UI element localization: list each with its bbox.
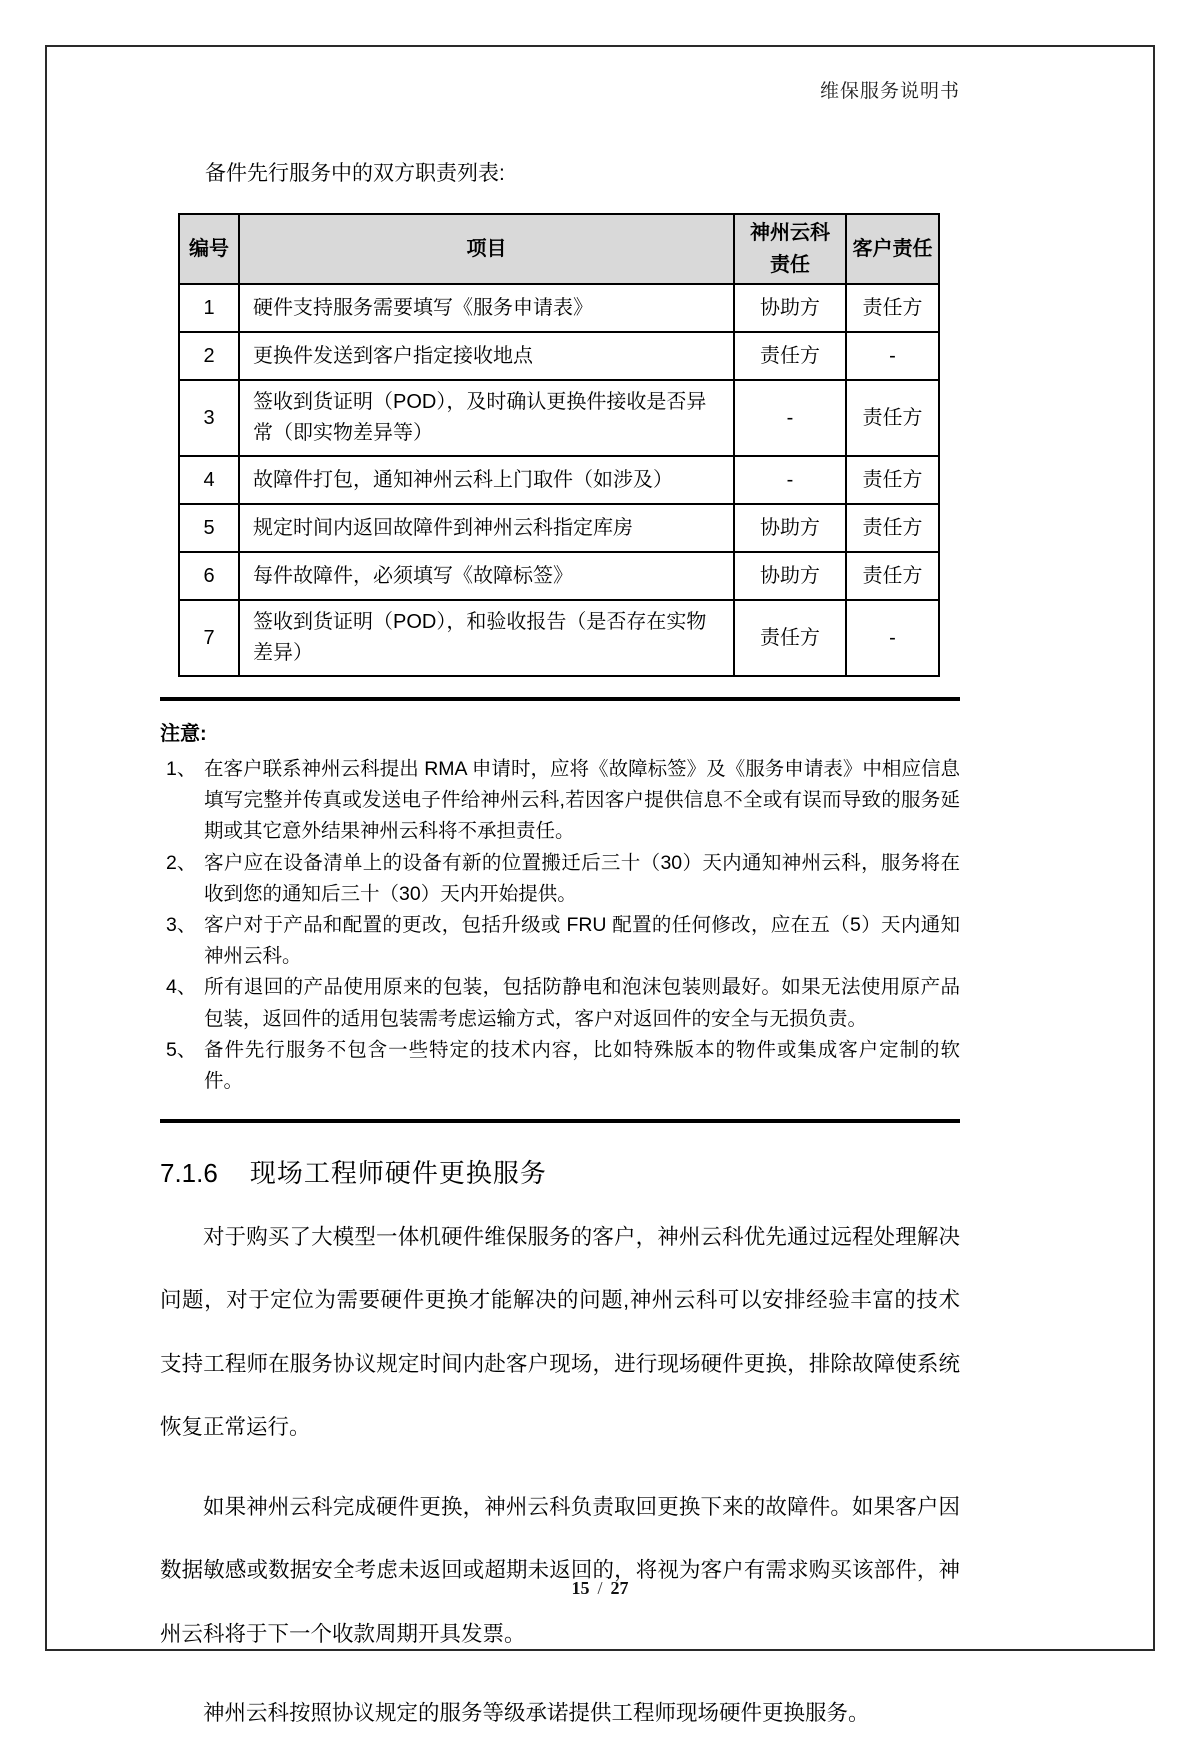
row-item: 签收到货证明（POD），及时确认更换件接收是否异常（即实物差异等）: [239, 380, 734, 456]
row-number: 1: [179, 284, 239, 332]
document-header-title: 维保服务说明书: [819, 81, 960, 102]
row-customer-role: -: [846, 600, 939, 676]
row-vendor-role: -: [734, 456, 846, 504]
page-number-separator: /: [597, 1578, 603, 1598]
column-header-vendor-responsibility: [734, 214, 846, 284]
row-customer-role: 责任方: [846, 456, 939, 504]
paragraph: 对于购买了大模型一体机硬件维保服务的客户，神州云科优先通过远程处理解决问题，对于定位为需要硬件更换才能解决的问题,神州云科可以安排经验丰富的技术支持工程师在服务协议规定时间内赴客户现场，进行现场硬件更换，排除故障使系统恢复正常运行。: [160, 1225, 960, 1440]
row-customer-role: 责任方: [846, 380, 939, 456]
row-item: 签收到货证明（POD），和验收报告（是否存在实物差异）: [239, 600, 734, 676]
column-header-customer-responsibility: 客户责任: [846, 214, 939, 284]
row-item: 硬件支持服务需要填写《服务申请表》: [239, 284, 734, 332]
section-heading: [160, 1153, 960, 1190]
note-number: 1、: [166, 758, 197, 780]
table-row: [179, 504, 939, 552]
table-row: [179, 332, 939, 380]
page-number-total: 27: [610, 1578, 629, 1598]
row-number: 2: [179, 332, 239, 380]
row-customer-role: 责任方: [846, 552, 939, 600]
note-number: 5、: [166, 1038, 197, 1061]
row-customer-role: -: [846, 332, 939, 380]
note-text: 客户应在设备清单上的设备有新的位置搬迁后三十（30）天内通知神州云科，服务将在收到您的通知后三十（30）天内开始提供。: [204, 851, 960, 905]
column-header-vendor-line2: 责任: [770, 254, 810, 276]
table-intro-text: 备件先行服务中的双方职责列表:: [205, 162, 505, 185]
page-footer: [0, 1578, 1200, 1599]
list-item: [160, 910, 960, 972]
row-vendor-role: 责任方: [734, 332, 846, 380]
column-header-item: 项目: [239, 214, 734, 284]
list-item: [160, 848, 960, 910]
row-vendor-role: 协助方: [734, 284, 846, 332]
page-number-current: 15: [571, 1578, 590, 1598]
row-customer-role: 责任方: [846, 284, 939, 332]
note-number: 4、: [166, 976, 197, 999]
column-header-number: 编号: [179, 214, 239, 284]
horizontal-rule-top: [160, 697, 960, 701]
column-header-vendor-line1: 神州云科: [750, 222, 830, 244]
note-text: 在客户联系神州云科提出 RMA 申请时，应将《故障标签》及《服务申请表》中相应信息填写完整并传真或发送电子件给神州云科,若因客户提供信息不全或有误而导致的服务延期或其它意外结果神州云科将不承担责任。: [204, 758, 960, 843]
notes-list: [160, 754, 960, 1097]
paragraph: 神州云科按照协议规定的服务等级承诺提供工程师现场硬件更换服务。: [203, 1701, 870, 1726]
row-item: 每件故障件，必须填写《故障标签》: [239, 552, 734, 600]
notes-label: 注意:: [160, 723, 207, 745]
row-item: 故障件打包，通知神州云科上门取件（如涉及）: [239, 456, 734, 504]
table-header-row: [179, 214, 939, 284]
note-text: 客户对于产品和配置的更改，包括升级或 FRU 配置的任何修改，应在五（5）天内通知神州云科。: [204, 913, 960, 968]
paragraph: 如果神州云科完成硬件更换，神州云科负责取回更换下来的故障件。如果客户因数据敏感或数据安全考虑未返回或超期未返回的，将视为客户有需求购买该部件，神州云科将于下一个收款周期开具发票。: [160, 1494, 960, 1646]
table-row: [179, 380, 939, 456]
responsibilities-table: [178, 213, 940, 677]
row-number: 3: [179, 380, 239, 456]
row-item: 规定时间内返回故障件到神州云科指定库房: [239, 504, 734, 552]
row-number: 5: [179, 504, 239, 552]
note-text: 备件先行服务不包含一些特定的技术内容，比如特殊版本的物件或集成客户定制的软件。: [204, 1038, 960, 1092]
row-vendor-role: 协助方: [734, 552, 846, 600]
row-number: 4: [179, 456, 239, 504]
note-number: 2、: [166, 851, 197, 874]
list-item: [160, 1035, 960, 1097]
section-title: 现场工程师硬件更换服务: [249, 1158, 547, 1189]
section-number: 7.1.6: [160, 1158, 218, 1189]
table-row: [179, 456, 939, 504]
horizontal-rule-bottom: [160, 1119, 960, 1123]
note-text: 所有退回的产品使用原来的包装，包括防静电和泡沫包装则最好。如果无法使用原产品包装，返回件的适用包装需考虑运输方式，客户对返回件的安全与无损负责。: [204, 976, 960, 1030]
row-customer-role: 责任方: [846, 504, 939, 552]
table-row: [179, 552, 939, 600]
list-item: [160, 972, 960, 1034]
row-vendor-role: -: [734, 380, 846, 456]
row-number: 6: [179, 552, 239, 600]
section-body: [160, 1206, 960, 1745]
row-vendor-role: 责任方: [734, 600, 846, 676]
page-content: [160, 76, 960, 1745]
table-row: [179, 284, 939, 332]
table-row: [179, 600, 939, 676]
row-item: 更换件发送到客户指定接收地点: [239, 332, 734, 380]
list-item: [160, 754, 960, 848]
row-number: 7: [179, 600, 239, 676]
row-vendor-role: 协助方: [734, 504, 846, 552]
note-number: 3、: [166, 913, 197, 936]
